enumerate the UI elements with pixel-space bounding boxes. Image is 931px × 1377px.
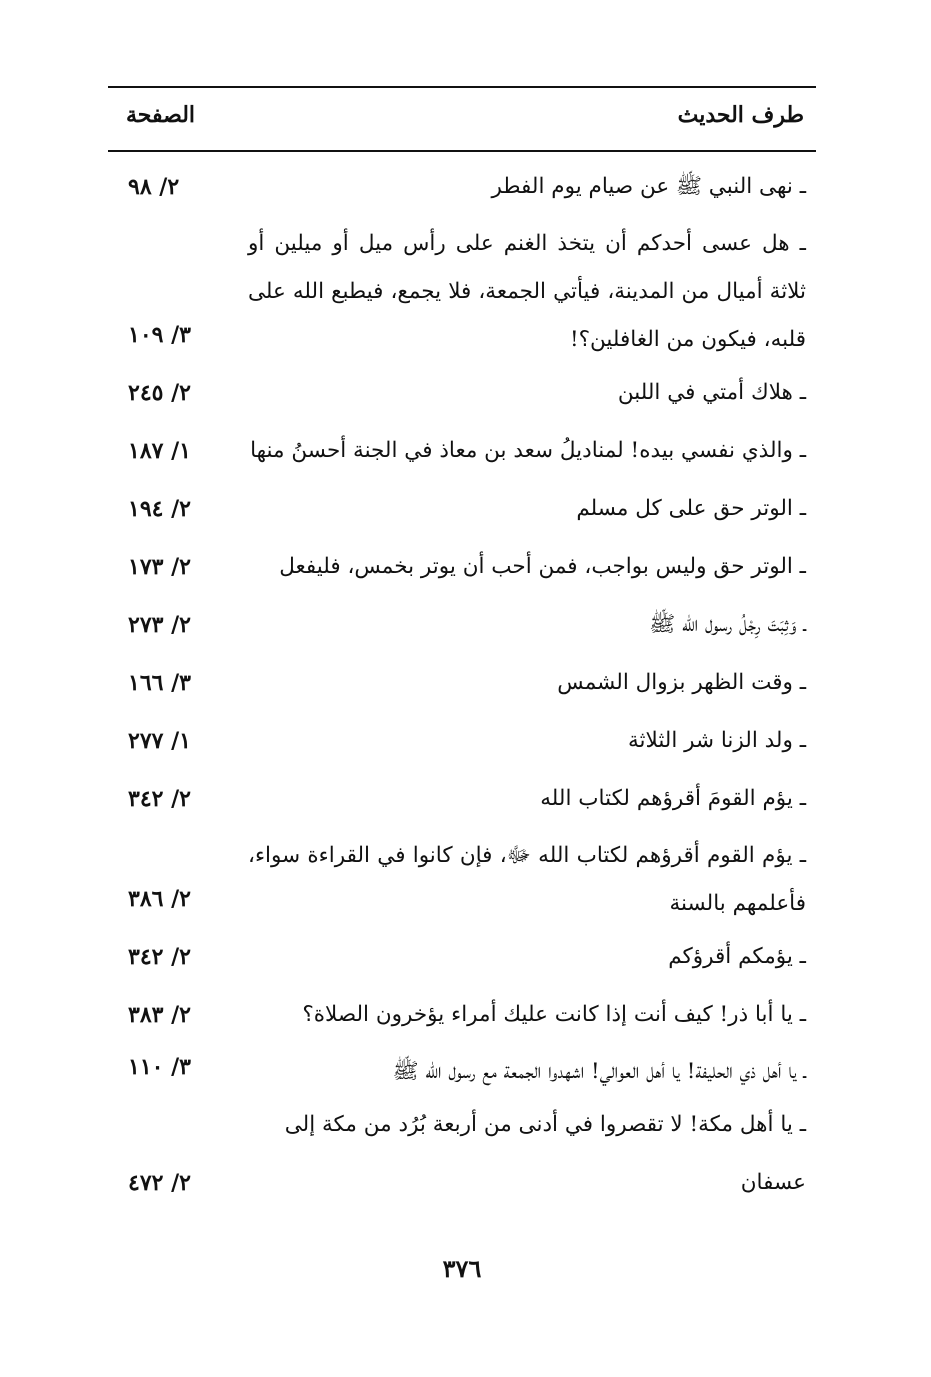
- page-reference: ٢/ ٤٧٢: [128, 1170, 191, 1196]
- list-item: [108, 480, 816, 538]
- page-reference: ٢/ ٣٨٣: [128, 1002, 191, 1028]
- list-item: [108, 654, 816, 712]
- hadith-text: ـ يا أبا ذر! كيف أنت إذا كانت عليك أمراء يؤخرون الصلاة؟: [302, 1002, 806, 1027]
- list-item: [108, 1044, 816, 1096]
- page-reference: ١/ ٢٧٧: [128, 728, 191, 754]
- list-item: [108, 712, 816, 770]
- hadith-text: ـ ولد الزنا شر الثلاثة: [627, 728, 806, 753]
- list-item: [108, 538, 816, 596]
- column-header-page: الصفحة: [126, 102, 196, 128]
- page-reference: ٣/ ١٦٦: [128, 670, 191, 696]
- hadith-text: ـ يا أهل ذي الحليفة! يا أهل العوالي! اشهدوا الجمعة مع رسول الله ﷺ: [392, 1059, 806, 1084]
- hadith-text: ـ يا أهل مكة! لا تقصروا في أدنى من أربعة بُرُد من مكة إلى عسفان: [284, 1112, 806, 1195]
- page-reference: ٣/ ١١٠: [128, 1054, 191, 1080]
- page-reference: ٢/ ٢٤٥: [128, 380, 191, 406]
- hadith-text: ـ نهى النبي ﷺ عن صيام يوم الفطر: [491, 174, 806, 199]
- hadith-text: ـ يؤمكم أقرؤكم: [668, 944, 806, 969]
- page-reference: ٢/ ٣٤٢: [128, 944, 191, 970]
- list-item: [108, 1096, 816, 1212]
- page-reference: ٢/ ١٩٤: [128, 496, 191, 522]
- page-reference: ٢/ ٩٨: [128, 174, 180, 200]
- page-reference: ٢/ ٣٤٢: [128, 786, 191, 812]
- list-item: [108, 928, 816, 986]
- page-reference: ٢/ ٢٧٣: [128, 612, 191, 638]
- page-reference: ٣/ ١٠٩: [128, 322, 191, 348]
- list-item: [108, 158, 816, 216]
- list-item: [108, 364, 816, 422]
- hadith-text: ـ والذي نفسي بيده! لمناديلُ سعد بن معاذ في الجنة أحسنُ منها: [250, 438, 806, 463]
- list-item: [108, 770, 816, 828]
- top-rule: [108, 86, 816, 88]
- list-item: [108, 986, 816, 1044]
- hadith-text: ـ يؤم القومَ أقرؤهم لكتاب الله: [540, 786, 806, 811]
- list-item: [108, 216, 816, 364]
- column-header-hadith: طرف الحديث: [677, 102, 804, 128]
- hadith-text: ـ الوتر حق على كل مسلم: [576, 496, 806, 521]
- list-item: [108, 828, 816, 928]
- header-rule: [108, 150, 816, 152]
- page-reference: ٢/ ١٧٣: [128, 554, 191, 580]
- hadith-text: ـ يؤم القوم أقرؤهم لكتاب الله ﷻ، فإن كانوا في القراءة سواء، فأعلمهم بالسنة: [248, 843, 806, 916]
- hadith-text: ـ هل عسى أحدكم أن يتخذ الغنم على رأس ميل أو ميلين أو ثلاثة أميال من المدينة، فيأتي الجمعة، فلا يجمع، فيطبع الله على قلبه، فيكون من الغافلين؟!: [248, 231, 806, 352]
- page-reference: ٢/ ٣٨٦: [128, 886, 191, 912]
- page-reference: ١/ ١٨٧: [128, 438, 191, 464]
- hadith-text: ـ هلاك أمتي في اللبن: [617, 380, 806, 405]
- hadith-text: ـ وَثِبَتَ رِجْلُ رسول الله ﷺ: [649, 612, 806, 637]
- page-number: ٣٧٦: [442, 1254, 482, 1283]
- hadith-index-list: [108, 158, 816, 1212]
- table-header: [108, 100, 816, 150]
- hadith-text: ـ الوتر حق وليس بواجب، فمن أحب أن يوتر بخمس، فليفعل: [279, 554, 806, 579]
- hadith-text: ـ وقت الظهر بزوال الشمس: [557, 670, 806, 695]
- list-item: [108, 422, 816, 480]
- list-item: [108, 596, 816, 654]
- index-page: [108, 86, 816, 1286]
